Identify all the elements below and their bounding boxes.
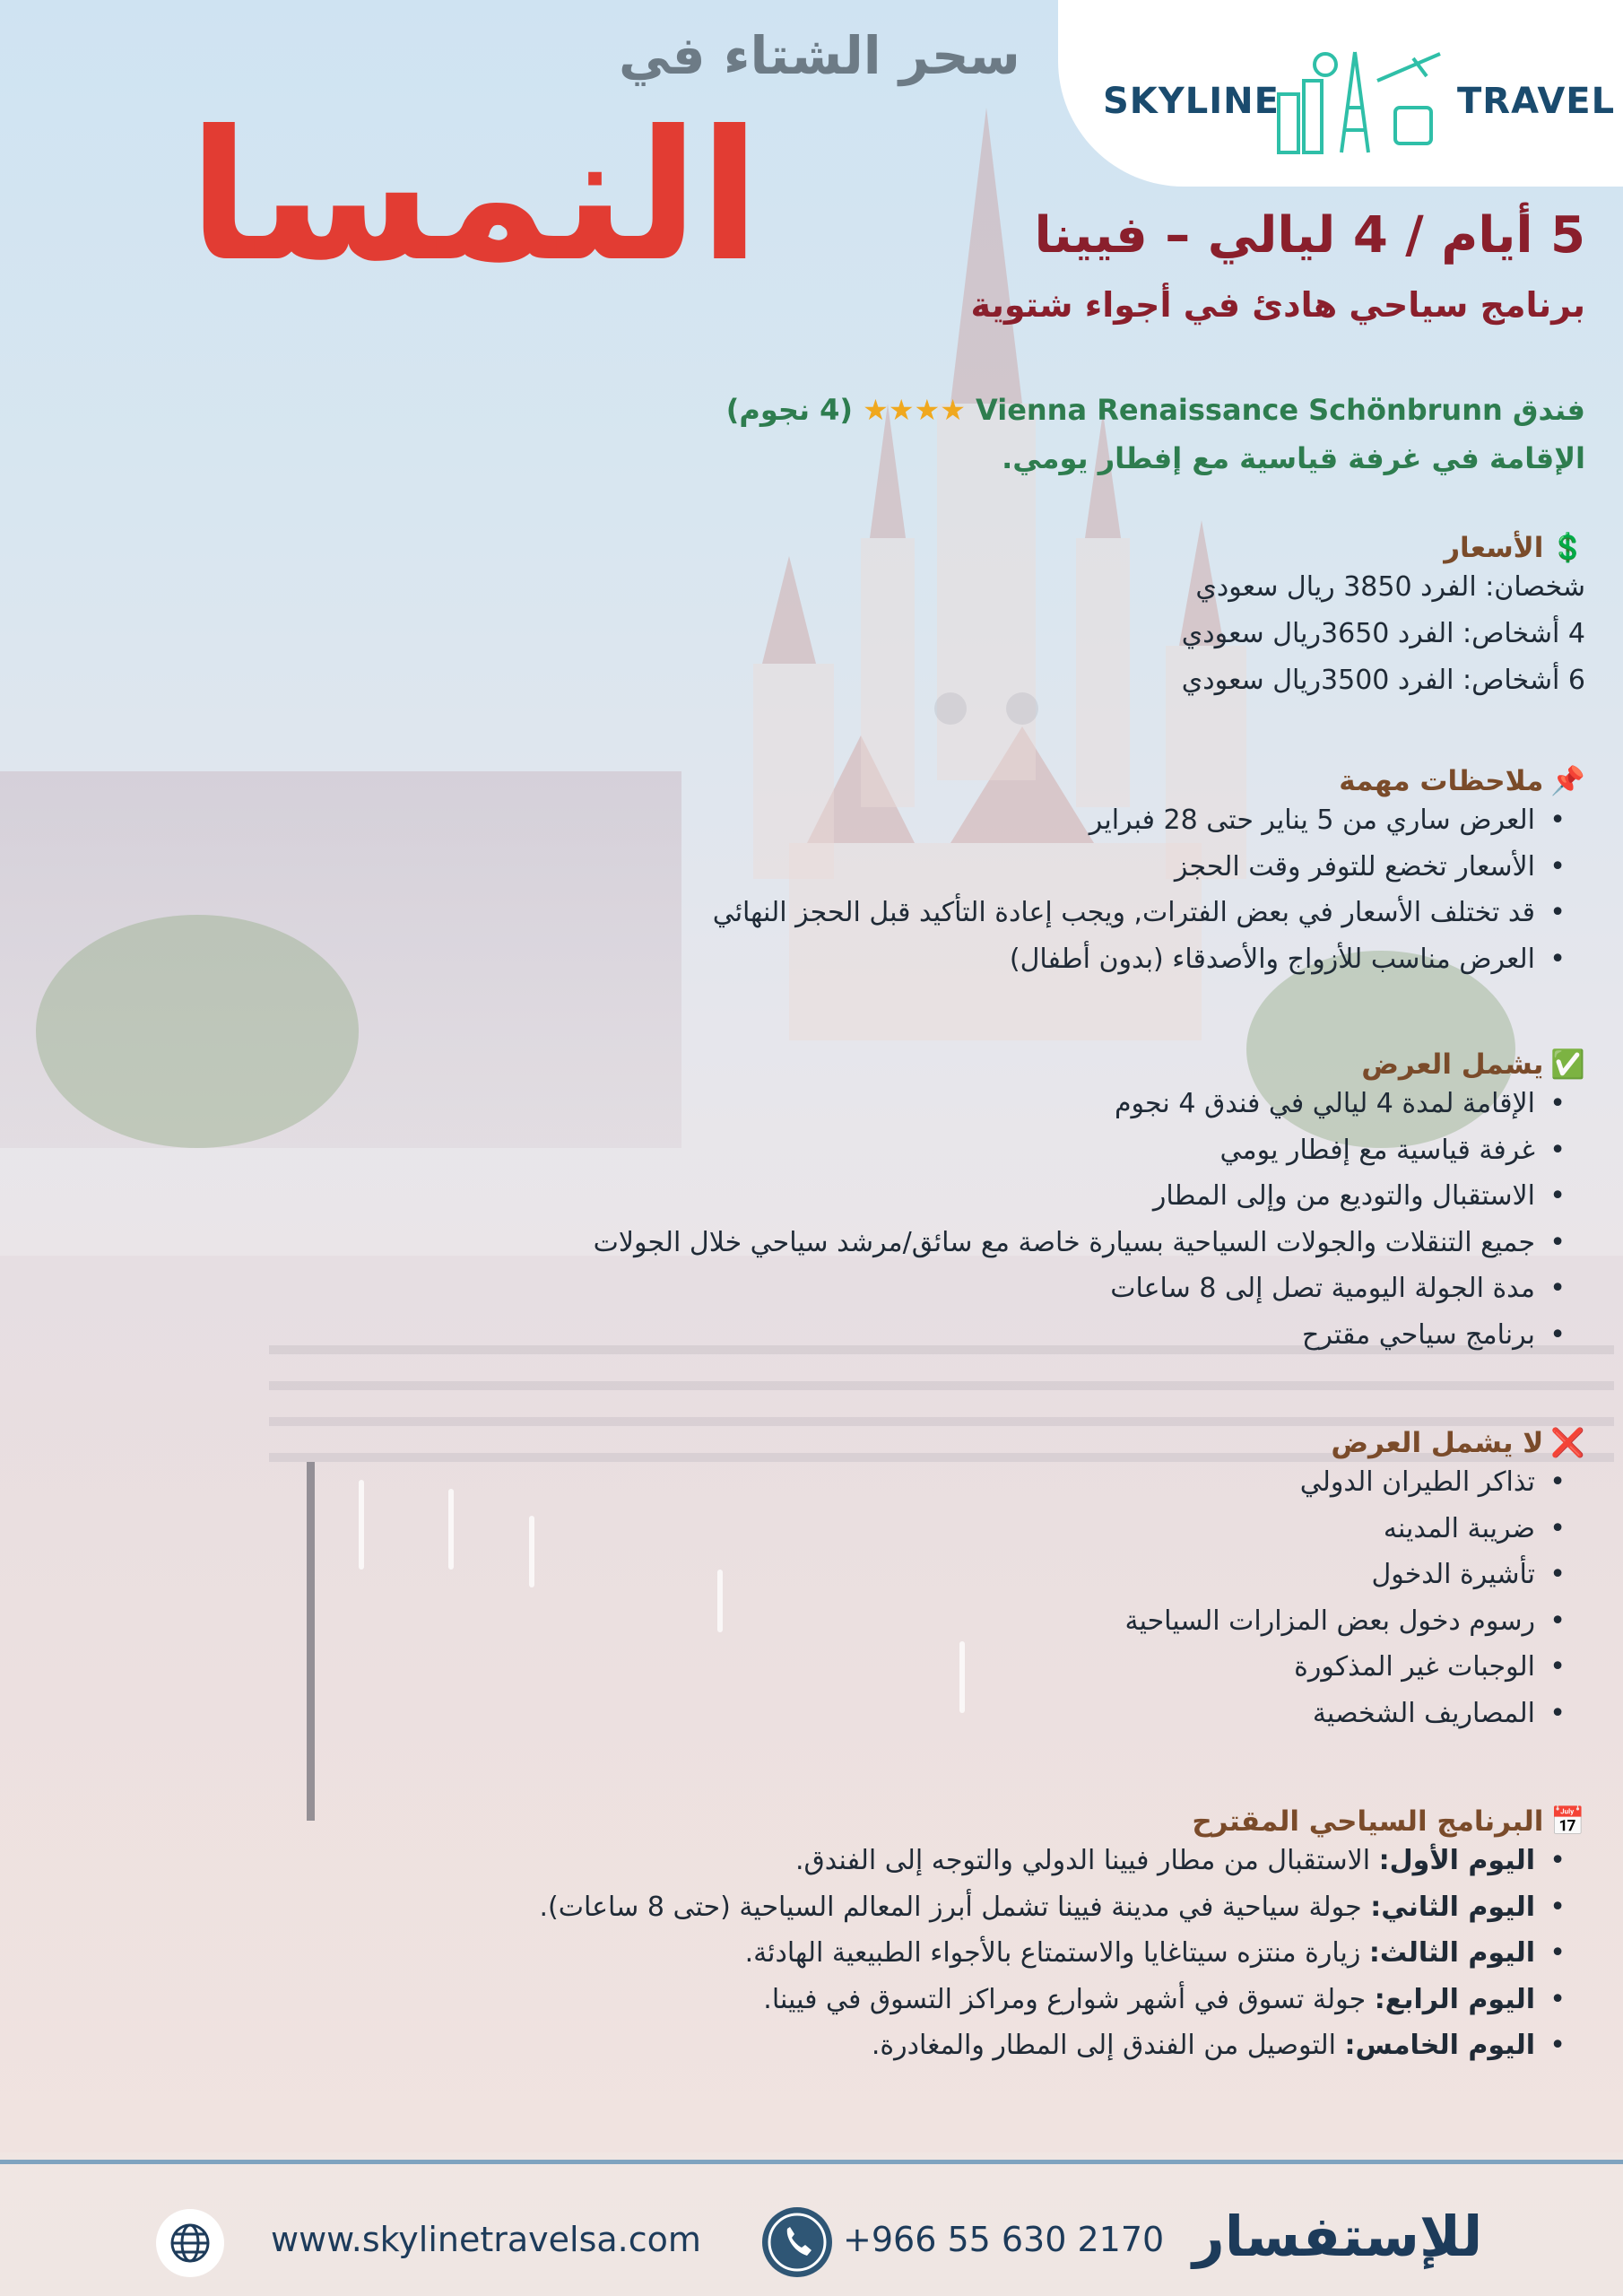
itinerary-day <box>540 2022 1586 2069</box>
list-item: • الوجبات غير المذكورة <box>1125 1644 1586 1691</box>
brand-name-left: SKYLINE <box>1103 81 1280 122</box>
day-label: اليوم الرابع: <box>1374 1983 1535 2015</box>
excludes-heading <box>1125 1426 1586 1459</box>
trip-duration: 5 أيام / 4 ليالي – فيينا <box>1034 206 1585 265</box>
fountain-jet <box>529 1516 534 1587</box>
phone-number[interactable]: +966 55 630 2170 <box>843 2220 1165 2259</box>
itinerary-section <box>540 1805 1586 2069</box>
notes-title: ملاحظات مهمة <box>1339 765 1544 797</box>
itinerary-day <box>540 1930 1586 1977</box>
check-icon: ✅ <box>1550 1048 1585 1081</box>
brand-logo <box>1058 0 1623 187</box>
list-item: • رسوم دخول بعض المزارات السياحية <box>1125 1598 1586 1645</box>
headline-subtitle: سحر الشتاء في <box>619 25 1020 86</box>
list-item: • العرض ساري من 5 يناير حتى 28 فبراير <box>713 797 1585 844</box>
list-item: • جميع التنقلات والجولات السياحية بسيارة خاصة مع سائق/مرشد سياحي خلال الجولات <box>594 1220 1585 1266</box>
list-item: • تأشيرة الدخول <box>1125 1552 1586 1598</box>
stair-step <box>269 1417 1614 1426</box>
itinerary-day <box>540 1977 1586 2023</box>
day-text: جولة سياحية في مدينة فيينا تشمل أبرز المعالم السياحية (حتى 8 ساعات). <box>539 1891 1362 1923</box>
itinerary-list <box>540 1838 1586 2069</box>
star-rating-icon: ★★★★ <box>863 393 966 427</box>
itinerary-day <box>540 1884 1586 1931</box>
fountain-jet <box>448 1489 454 1570</box>
list-item: • الاستقبال والتوديع من وإلى المطار <box>594 1173 1585 1220</box>
list-item: • برنامج سياحي مقترح <box>594 1312 1585 1359</box>
stair-step <box>269 1381 1614 1390</box>
price-item: شخصان: الفرد 3850 ريال سعودي <box>1195 571 1585 603</box>
excludes-title: لا يشمل العرض <box>1331 1427 1544 1459</box>
list-item: • ضريبة المدينه <box>1125 1506 1586 1552</box>
list-item: • غرفة قياسية مع إفطار يومي <box>594 1127 1585 1174</box>
day-label: اليوم الثاني: <box>1370 1891 1535 1923</box>
includes-title: يشمل العرض <box>1361 1048 1544 1081</box>
fountain-jet <box>359 1480 364 1570</box>
list-item: • مدة الجولة اليومية تصل إلى 8 ساعات <box>594 1265 1585 1312</box>
excludes-list <box>1125 1459 1586 1736</box>
includes-section <box>594 1048 1585 1358</box>
fountain-jet <box>717 1570 723 1632</box>
list-item: • الإقامة لمدة 4 ليالي في فندق 4 نجوم <box>594 1081 1585 1127</box>
day-label: اليوم الخامس: <box>1344 2030 1535 2061</box>
notes-section <box>713 764 1585 982</box>
prices-section <box>1182 531 1585 704</box>
list-item: • الأسعار تخضع للتوفر وقت الحجز <box>713 844 1585 891</box>
price-item: 6 أشخاص: الفرد 3500ريال سعودي <box>1181 665 1585 696</box>
hotel-name: Vienna Renaissance Schönbrunn <box>976 393 1503 427</box>
includes-list <box>594 1081 1585 1358</box>
list-item: • المصاريف الشخصية <box>1125 1691 1586 1737</box>
website-link[interactable]: www.skylinetravelsa.com <box>271 2220 701 2259</box>
day-label: اليوم الأول: <box>1378 1845 1535 1876</box>
hotel-prefix: فندق <box>1512 393 1585 427</box>
lamp-pole <box>307 1462 315 1821</box>
hotel-info <box>726 393 1585 427</box>
trip-description: برنامج سياحي هادئ في أجواء شتوية <box>970 285 1585 325</box>
calendar-icon: 📅 <box>1550 1805 1585 1838</box>
includes-heading <box>594 1048 1585 1081</box>
itinerary-title: البرنامج السياحي المقترح <box>1192 1805 1544 1838</box>
prices-title: الأسعار <box>1444 532 1544 564</box>
excludes-section <box>1125 1426 1586 1736</box>
day-label: اليوم الثالث: <box>1368 1937 1535 1969</box>
hotel-note: الإقامة في غرفة قياسية مع إفطار يومي. <box>1002 441 1585 475</box>
inquiry-label: للإستفسار <box>1193 2204 1483 2269</box>
day-text: الاستقبال من مطار فيينا الدولي والتوجه إلى الفندق. <box>794 1845 1371 1876</box>
skyline-logo-icon <box>1270 45 1449 157</box>
phone-icon[interactable] <box>762 2207 832 2277</box>
notes-list <box>713 797 1585 982</box>
itinerary-heading <box>540 1805 1586 1838</box>
itinerary-day <box>540 1838 1586 1884</box>
tree <box>36 915 359 1148</box>
cross-icon: ❌ <box>1550 1427 1585 1459</box>
headline-title: النمسا <box>188 92 760 301</box>
price-item: 4 أشخاص: الفرد 3650ريال سعودي <box>1181 618 1585 649</box>
hotel-rating: (4 نجوم) <box>725 393 853 427</box>
list-item: • العرض مناسب للأزواج والأصدقاء (بدون أطفال) <box>713 936 1585 983</box>
day-text: زيارة منتزه سيتاغايا والاستمتاع بالأجواء الطبيعية الهادئة. <box>744 1937 1361 1969</box>
prices-heading <box>1182 531 1585 564</box>
list-item: • تذاكر الطيران الدولي <box>1125 1459 1586 1506</box>
day-text: التوصيل من الفندق إلى المطار والمغادرة. <box>871 2030 1336 2061</box>
fountain-jet <box>959 1641 965 1713</box>
brand-name-right: TRAVEL <box>1457 81 1616 122</box>
notes-heading <box>713 764 1585 797</box>
pushpin-icon: 📌 <box>1550 765 1585 797</box>
footer <box>0 2164 1623 2296</box>
list-item: • قد تختلف الأسعار في بعض الفترات, ويجب إعادة التأكيد قبل الحجز النهائي <box>713 890 1585 936</box>
money-icon: 💲 <box>1550 532 1585 564</box>
day-text: جولة تسوق في أشهر شوارع ومراكز التسوق في فيينا. <box>763 1983 1367 2015</box>
globe-icon[interactable] <box>156 2209 224 2277</box>
